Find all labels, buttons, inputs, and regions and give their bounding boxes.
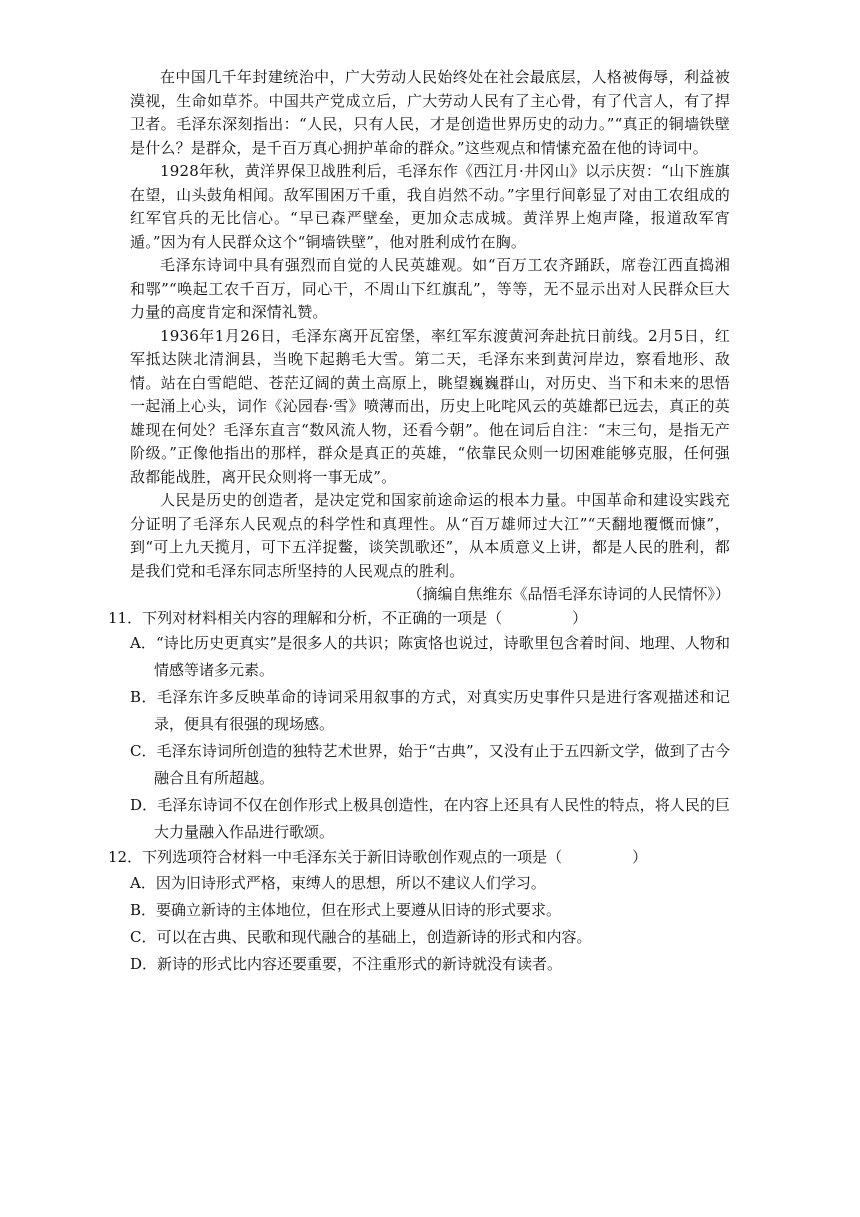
option-c[interactable] [108,924,730,951]
article-paragraph-1: 在中国几千年封建统治中，广大劳动人民始终处在社会最底层，人格被侮辱，利益被漠视，生命如草芥。中国共产党成立后，广大劳动人民有了主心骨，有了代言人，有了捍卫者。毛泽东深刻指出：“人民，只有人民，才是创造世界历史的动力。”“真正的铜墙铁壁是什么？是群众，是千百万真心拥护革命的群众。”这些观点和情愫充盈在他的诗词中。 [130,68,730,157]
question-stem-text: 12．下列选项符合材料一中毛泽东关于新旧诗歌创作观点的一项是（ [108,848,563,866]
option-letter: D． [130,954,158,973]
option-b[interactable] [108,684,730,738]
article-paragraph-3: 毛泽东诗词中具有强烈而自觉的人民英雄观。如“百万工农齐踊跃，席卷江西直捣湘和鄂”“唤起工农千百万，同心干，不周山下红旗乱”，等等，无不显示出对人民群众巨大力量的高度肯定和深情礼赞。 [130,256,730,321]
article-source: （摘编自焦维东《品悟毛泽东诗词的人民情怀》） [407,585,730,603]
option-text: “诗比历史更真实”是很多人的共识；陈寅恪也说过，诗歌里包含着时间、地理、人物和情感等诸多元素。 [154,634,730,679]
option-letter: C． [130,927,157,946]
question-stem [108,607,730,631]
option-letter: C． [130,742,157,760]
question-11 [108,607,730,847]
option-d[interactable] [108,792,730,846]
option-d[interactable] [108,951,730,978]
question-stem-close: ） [632,848,648,866]
article-paragraph-5: 人民是历史的创造者，是决定党和国家前途命运的根本力量。中国革命和建设实践充分证明了毛泽东人民观点的科学性和真理性。从“百万雄师过大江”“天翻地覆慨而慷”，到“可上九天揽月，可下五洋捉鳖，谈笑凯歌还”，从本质意义上讲，都是人民的胜利，都是我们党和毛泽东同志所坚持的人民观点的胜利。 [130,491,730,580]
option-b[interactable] [108,897,730,924]
option-a[interactable] [108,870,730,897]
document-page [108,66,730,978]
option-letter: B． [130,900,157,919]
option-letter: A． [130,873,156,892]
question-12 [108,846,730,978]
option-a[interactable] [108,630,730,684]
question-stem-close: ） [572,608,588,627]
option-text: 新诗的形式比内容还要重要，不注重形式的新诗就没有读者。 [157,954,563,973]
article-paragraph-2: 1928年秋，黄洋界保卫战胜利后，毛泽东作《西江月·井冈山》以示庆贺：“山下旌旗在望，山头鼓角相闻。敌军围困万千重，我自岿然不动。”字里行间彰显了对由工农组成的红军官兵的无比信心。“早已森严壁垒，更加众志成城。黄洋界上炮声隆，报道敌军宵遁。”因为有人民群众这个“铜墙铁壁”，他对胜利成竹在胸。 [130,162,730,251]
article-paragraph-4: 1936年1月26日，毛泽东离开瓦窑堡，率红军东渡黄河奔赴抗日前线。2月5日，红军抵达陕北清涧县，当晚下起鹅毛大雪。第二天，毛泽东来到黄河岸边，察看地形、敌情。站在白雪皑皑、苍茫辽阔的黄土高原上，眺望巍巍群山，对历史、当下和未来的思悟一起涌上心头，词作《沁园春·雪》喷薄而出，历史上叱咤风云的英雄都已远去，真正的英雄现在何处？毛泽东直言“数风流人物，还看今朝”。他在词后自注：“末三句，是指无产阶级。”正像他指出的那样，群众是真正的英雄，“依靠民众则一切困难能够克服，任何强敌都能战胜，离开民众则将一事无成”。 [130,326,730,486]
option-letter: A． [130,634,157,652]
option-letter: D． [130,796,158,814]
option-c[interactable] [108,738,730,792]
option-text: 毛泽东诗词不仅在创作形式上极具创造性，在内容上还具有人民性的特点，将人民的巨大力量融入作品进行歌颂。 [154,796,730,841]
option-text: 因为旧诗形式严格，束缚人的思想，所以不建议人们学习。 [155,873,546,892]
question-stem [108,846,730,870]
question-stem-text: 11．下列对材料相关内容的理解和分析，不正确的一项是（ [108,608,503,627]
option-letter: B． [130,688,158,706]
option-text: 可以在古典、民歌和现代融合的基础上，创造新诗的形式和内容。 [156,927,592,946]
option-text: 毛泽东许多反映革命的诗词采用叙事的方式，对真实历史事件只是进行客观描述和记录，便具有很强的现场感。 [154,688,730,733]
option-text: 要确立新诗的主体地位，但在形式上要遵从旧诗的形式要求。 [156,900,562,919]
option-text: 毛泽东诗词所创造的独特艺术世界，始于“古典”，又没有止于五四新文学，做到了古今融合且有所超越。 [154,742,730,787]
